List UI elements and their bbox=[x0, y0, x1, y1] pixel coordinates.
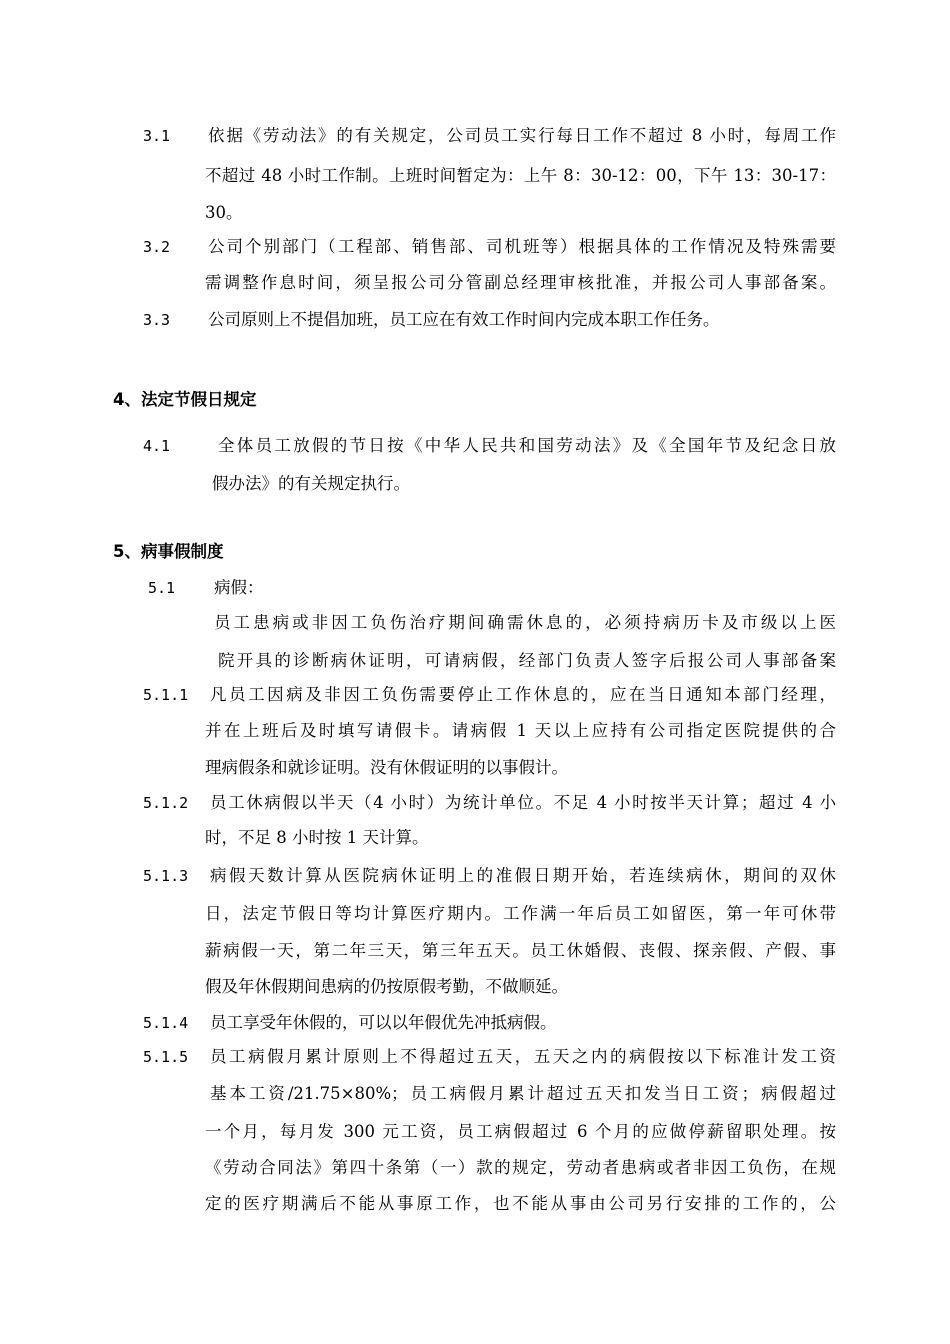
item-text-line: 30。 bbox=[205, 203, 243, 222]
item-number: 5.1 bbox=[148, 579, 176, 597]
item-number: 5.1.3 bbox=[143, 867, 189, 885]
item-text-line: 一个月，每月发 300 元工资，员工病假超过 6 个月的应做停薪留职处理。按 bbox=[205, 1122, 836, 1141]
item-text-line: 公司原则上不提倡加班，员工应在有效工作时间内完成本职工作任务。 bbox=[208, 310, 720, 329]
item-title: 病假： bbox=[214, 578, 264, 597]
item-text-line: 全体员工放假的节日按《中华人民共和国劳动法》及《全国年节及纪念日放 bbox=[218, 436, 836, 455]
item-number: 4.1 bbox=[143, 437, 171, 455]
item-text-line: 假办法》的有关规定执行。 bbox=[212, 474, 410, 493]
item-number: 5.1.4 bbox=[143, 1014, 189, 1032]
item-text-line: 员工享受年休假的，可以以年假优先冲抵病假。 bbox=[210, 1013, 557, 1032]
item-number: 3.2 bbox=[143, 238, 171, 256]
item-text-line: 理病假条和就诊证明。没有休假证明的以事假计。 bbox=[205, 758, 568, 777]
item-text-line: 院开具的诊断病休证明，可请病假，经部门负责人签字后报公司人事部备案 bbox=[218, 651, 836, 670]
item-number: 3.3 bbox=[143, 311, 171, 329]
item-text-line: 员工休病假以半天（4 小时）为统计单位。不足 4 小时按半天计算；超过 4 小 bbox=[210, 793, 836, 812]
item-text-line: 依据《劳动法》的有关规定，公司员工实行每日工作不超过 8 小时，每周工作 bbox=[208, 126, 836, 145]
item-text-line: 公司个别部门（工程部、销售部、司机班等）根据具体的工作情况及特殊需要 bbox=[208, 237, 836, 256]
item-text-line: 病假天数计算从医院病休证明上的准假日期开始，若连续病休，期间的双休 bbox=[210, 866, 836, 885]
item-text-line: 员工病假月累计原则上不得超过五天，五天之内的病假按以下标准计发工资 bbox=[210, 1047, 836, 1066]
item-number: 5.1.5 bbox=[143, 1048, 189, 1066]
item-text-line: 时，不足 8 小时按 1 天计算。 bbox=[205, 828, 429, 847]
item-text-line: 并在上班后及时填写请假卡。请病假 1 天以上应持有公司指定医院提供的合 bbox=[205, 721, 836, 740]
item-text-line: 日，法定节假日等均计算医疗期内。工作满一年后员工如留医，第一年可休带 bbox=[205, 904, 836, 923]
section-heading: 5、病事假制度 bbox=[113, 542, 224, 561]
item-text-line: 需调整作息时间，须呈报公司分管副总经理审核批准，并报公司人事部备案。 bbox=[205, 273, 836, 292]
item-text-line: 基本工资/21.75×80%；员工病假月累计超过五天扣发当日工资；病假超过 bbox=[210, 1084, 836, 1103]
item-text-line: 不超过 48 小时工作制。上班时间暂定为：上午 8：30-12：00，下午 13：30-17： bbox=[205, 166, 836, 185]
item-number: 3.1 bbox=[143, 127, 171, 145]
item-number: 5.1.2 bbox=[143, 794, 189, 812]
item-text-line: 凡员工因病及非因工负伤需要停止工作休息的，应在当日通知本部门经理， bbox=[210, 685, 836, 704]
item-text-line: 《劳动合同法》第四十条第（一）款的规定，劳动者患病或者非因工负伤，在规 bbox=[205, 1158, 836, 1177]
item-text-line: 员工患病或非因工负伤治疗期间确需休息的，必须持病历卡及市级以上医 bbox=[214, 613, 836, 632]
item-text-line: 假及年休假期间患病的仍按原假考勤，不做顺延。 bbox=[205, 977, 568, 996]
item-text-line: 定的医疗期满后不能从事原工作，也不能从事由公司另行安排的工作的，公 bbox=[205, 1194, 836, 1213]
section-heading: 4、法定节假日规定 bbox=[113, 390, 257, 409]
item-number: 5.1.1 bbox=[143, 686, 189, 704]
item-text-line: 薪病假一天，第二年三天，第三年五天。员工休婚假、丧假、探亲假、产假、事 bbox=[205, 941, 836, 960]
